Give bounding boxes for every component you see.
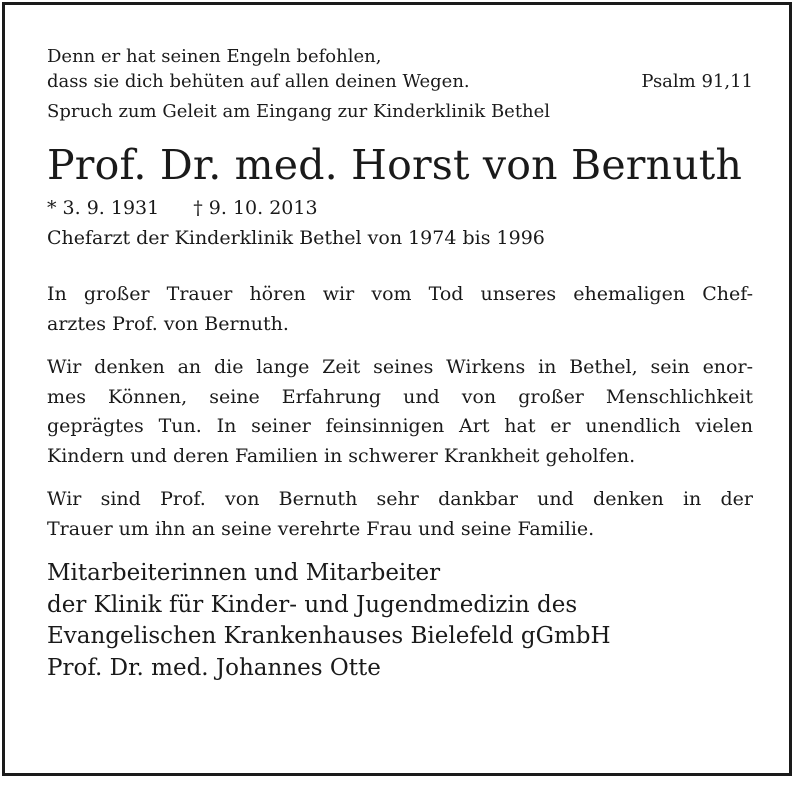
deceased-role: Chefarzt der Kinderklinik Bethel von 1974 bis 1996 — [47, 227, 545, 249]
signature-line: Prof. Dr. med. Johannes Otte — [47, 654, 381, 681]
death-date: † 9. 10. 2013 — [193, 197, 318, 219]
life-dates — [47, 195, 753, 221]
deceased-name: Prof. Dr. med. Horst von Bernuth — [47, 141, 743, 189]
paragraph-line: Kindern und deren Familien in schwerer Krankheit geholfen. — [47, 444, 636, 467]
obituary-notice — [47, 44, 753, 684]
motto-text-1: Denn er hat seinen Engeln befohlen, — [47, 46, 382, 67]
motto-reference: Psalm 91,11 — [641, 71, 753, 92]
paragraph-line: geprägtes Tun. In seiner feinsinnigen Art hat er unendlich vielen — [47, 415, 753, 437]
paragraph-2 — [47, 353, 753, 471]
motto — [47, 44, 753, 124]
paragraph-1 — [47, 280, 753, 339]
motto-line-1 — [47, 44, 753, 69]
paragraph-line: In großer Trauer hören wir vom Tod unseres ehemaligen Chef- — [47, 283, 753, 305]
signature-line: der Klinik für Kinder- und Jugendmedizin des — [47, 591, 578, 618]
paragraph-line: mes Können, seine Erfahrung und von großer Menschlichkeit — [47, 385, 753, 408]
paragraph-line: Trauer um ihn an seine verehrte Frau und seine Familie. — [47, 517, 595, 540]
signature-line: Evangelischen Krankenhauses Bielefeld gGmbH — [47, 623, 611, 649]
birth-date: * 3. 9. 1931 — [47, 197, 160, 219]
signature-line: Mitarbeiterinnen und Mitarbeiter — [47, 560, 441, 586]
motto-caption: Spruch zum Geleit am Eingang zur Kinderklinik Bethel — [47, 101, 551, 122]
motto-line-2 — [47, 69, 753, 94]
paragraph-line: Wir sind Prof. von Bernuth sehr dankbar und denken in der — [47, 488, 753, 510]
motto-text-2: dass sie dich behüten auf allen deinen Wegen. — [47, 71, 470, 92]
paragraph-3 — [47, 485, 753, 544]
paragraph-line: Wir denken an die lange Zeit seines Wirkens in Bethel, sein enor- — [47, 356, 753, 378]
signature-block — [47, 558, 753, 684]
paragraph-line: arztes Prof. von Bernuth. — [47, 312, 289, 335]
